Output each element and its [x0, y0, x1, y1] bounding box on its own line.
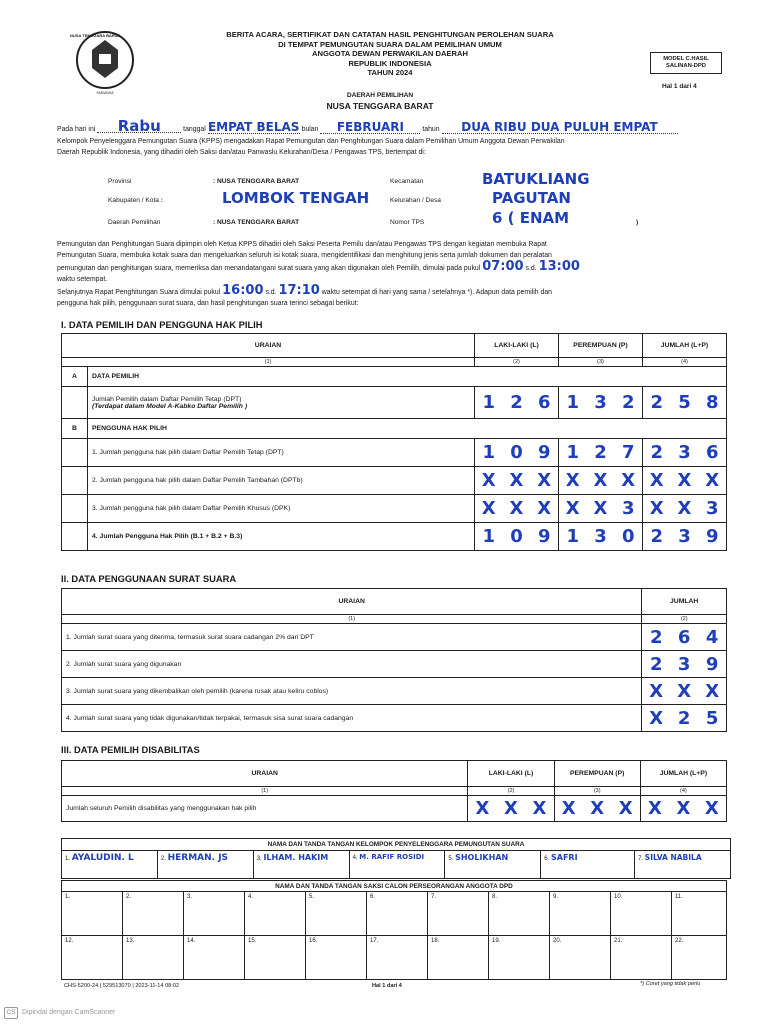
section3-col-j: JUMLAH (L+P): [640, 761, 726, 787]
region-block: [280, 92, 480, 111]
section1-b-rows-digits: 2: [587, 439, 615, 467]
intro-p1-c: bulan: [301, 126, 319, 133]
provinsi-label: [108, 178, 131, 185]
intro-p1-d: tahun: [422, 126, 440, 133]
section1-b-code: B: [62, 419, 88, 439]
document-title: [180, 30, 600, 78]
body2-line5-b: waktu setempat di hari yang sama / setelahnya *). Adapun data pemilih dan: [321, 289, 552, 296]
section1-b-rows-label: 3. Jumlah pengguna hak pilih dalam Daftar Pemilih Khusus (DPK): [88, 495, 475, 523]
section2-rows-digits: X: [642, 705, 670, 732]
section1-b-rows-digits: 0: [503, 523, 531, 551]
identity-dapil-label: Daerah Pemilihan: [108, 219, 161, 226]
section2-rows-digits: 4: [698, 624, 726, 651]
section1-b-rows-digits: 3: [587, 523, 615, 551]
body2-sd: s.d.: [525, 265, 537, 272]
count-end-time: 17:10: [278, 283, 320, 298]
section3-digits: X: [669, 796, 698, 822]
section1-b-rows-digits: X: [643, 495, 671, 523]
section1-b-title: PENGGUNA HAK PILIH: [88, 419, 727, 439]
identity-kabkota-label: Kabupaten / Kota: [108, 197, 159, 204]
section1-a-row-digits: 3: [587, 387, 615, 419]
signatures-kpps-no: 5.: [448, 856, 454, 862]
region-name: NUSA TENGGARA BARAT: [326, 101, 434, 111]
title-line: TAHUN 2024: [367, 68, 413, 78]
section1-a-row-digits: 2: [503, 387, 531, 419]
section3-digits: X: [554, 796, 583, 822]
section1-a-row-digits: 2: [643, 387, 671, 419]
section2-rows-digits: 9: [698, 651, 726, 678]
section2-rows-digits: 5: [698, 705, 726, 732]
signatures-saksi-row1: 6.: [367, 892, 428, 936]
signatures-saksi-row1: 11.: [672, 892, 727, 936]
ballot-row-3: [62, 678, 727, 705]
section1-a-row-note: (Terdapat dalam Model A-Kabko Daftar Pemilih ): [92, 402, 248, 410]
signatures-saksi-row2: 20.: [550, 936, 611, 980]
section1-b-rows-label: 4. Jumlah Pengguna Hak Pilih (B.1 + B.2 + B.3): [88, 523, 475, 551]
section1-b-rows-digits: 3: [615, 495, 643, 523]
kpu-logo: [72, 28, 138, 100]
kpps-signer: SHOLIKHAN: [455, 853, 509, 862]
kpps-signer: M. RAFIF ROSIDI: [359, 853, 425, 861]
section1-a-code: A: [62, 367, 88, 387]
kabkota-value: LOMBOK TENGAH: [222, 189, 370, 207]
b3-row: [62, 495, 727, 523]
section1-b-rows-digits: X: [559, 495, 587, 523]
b4-row: [62, 523, 727, 551]
section1-col-p: PEREMPUAN (P): [559, 334, 643, 358]
model-badge: [650, 52, 722, 74]
section1-b-rows-digits: 7: [615, 439, 643, 467]
signatures-kpps-no: 6.: [544, 856, 550, 862]
identity-provinsi-label: Provinsi: [108, 178, 132, 185]
intro-p1-a: Pada hari ini: [57, 126, 96, 133]
section3-title: III. DATA PEMILIH DISABILITAS: [61, 744, 200, 755]
section3-digits: X: [583, 796, 612, 822]
signatures-saksi-row2: 15.: [245, 936, 306, 980]
section2-col-uraian: URAIAN: [62, 589, 642, 615]
section2-title: II. DATA PENGGUNAAN SURAT SUARA: [61, 573, 237, 584]
desa-value: PAGUTAN: [492, 189, 571, 207]
identity-desa-label: Kelurahan / Desa: [390, 197, 441, 204]
signatures-saksi-row2: 19.: [489, 936, 550, 980]
body2-line5-a: Selanjutnya Rapat Penghitungan Suara dimulai pukul: [57, 289, 221, 296]
section3-n3: (3): [554, 787, 640, 796]
section1-b-rows-digits: 9: [699, 523, 727, 551]
identity-kecamatan-label: Kecamatan: [390, 178, 424, 185]
body2-line2: Pemungutan Suara, membuka kotak suara dan mengeluarkan seluruh isi kotak suara, mengidentifikasi dan menghitung jenis serta jumlah dokumen dan peralatan: [57, 252, 552, 259]
document-code: CHS-5200-24 | 529513070 | 2023-11-14 08:02: [64, 983, 180, 989]
signatures-saksi-row2: 13.: [123, 936, 184, 980]
scanner-watermark: Dipindai dengan CamScanner: [22, 1009, 116, 1016]
section1-b-rows-digits: X: [503, 495, 531, 523]
section2-rows-digits: 2: [642, 651, 670, 678]
section1-b-rows-digits: 3: [671, 439, 699, 467]
section3-digits: X: [698, 796, 727, 822]
section1-b-rows-digits: X: [531, 495, 559, 523]
signatures-saksi-title: NAMA DAN TANDA TANGAN SAKSI CALON PERSEORANGAN ANGGOTA DPD: [62, 881, 727, 892]
kpps-signer: SAFRI: [550, 853, 578, 862]
count-start-time: 16:00: [222, 283, 264, 298]
signatures-kpps-no: 4.: [352, 855, 358, 861]
section3-table: [61, 760, 727, 822]
section1-b-rows-digits: X: [587, 495, 615, 523]
signatures-saksi-row1: 7.: [428, 892, 489, 936]
region-label: DAERAH PEMILIHAN: [346, 92, 414, 99]
section1-b-rows-digits: 2: [643, 439, 671, 467]
section3-digits: X: [525, 796, 554, 822]
month-field: FEBRUARI: [320, 122, 420, 134]
title-line: DI TEMPAT PEMUNGUTAN SUARA DALAM PEMILIHAN UMUM: [278, 39, 502, 49]
section1-b-rows-digits: X: [671, 495, 699, 523]
body2-line6: pengguna hak pilih, penggunaan surat suara, dan hasil penghitungan suara terinci sebagai berikut:: [57, 300, 359, 307]
signatures-saksi-row2: 18.: [428, 936, 489, 980]
section2-rows-digits: 6: [670, 624, 698, 651]
section2-rows-label: 2. Jumlah surat suara yang digunakan: [62, 651, 642, 678]
section1-b-rows-digits: 1: [475, 439, 503, 467]
section1-col-j: JUMLAH (L+P): [643, 334, 727, 358]
section1-b-rows-digits: X: [699, 467, 727, 495]
signatures-kpps-title: NAMA DAN TANDA TANGAN KELOMPOK PENYELENGGARA PEMUNGUTAN SUARA: [62, 839, 731, 851]
section1-a-row-digits: 6: [531, 387, 559, 419]
body2-line1: Pemungutan dan Penghitungan Suara dipimpin oleh Ketua KPPS dihadiri oleh Saksi Peserta Pemilu dan/atau Pengawas TPS dengan kegiatan membuka Rapat: [57, 241, 547, 248]
kabkota-label: Kabupaten / Kota :: [108, 197, 163, 204]
kecamatan-label: [390, 178, 423, 185]
section3-col-p: PEREMPUAN (P): [554, 761, 640, 787]
section2-n1: (1): [62, 615, 642, 624]
signatures-saksi-row1: 10.: [611, 892, 672, 936]
dapil-value: : NUSA TENGGARA BARAT: [213, 219, 300, 226]
intro-p1-rest2: Daerah Republik Indonesia, yang dihadiri oleh Saksi dan/atau Panwaslu Kelurahan/Desa / Pengawas TPS, bertempat di:: [57, 149, 426, 156]
header-model-line1: MODEL C.HASIL: [663, 56, 709, 62]
section3-col-uraian: URAIAN: [62, 761, 468, 787]
dapil-label: [108, 219, 160, 226]
section1-b-rows-digits: X: [615, 467, 643, 495]
section1-b-rows-digits: 0: [503, 439, 531, 467]
signatures-kpps-no: 3.: [256, 856, 262, 862]
ballot-row-1: [62, 624, 727, 651]
signatures-saksi-row1: 9.: [550, 892, 611, 936]
section2-rows-digits: X: [670, 678, 698, 705]
section3-n4: (4): [640, 787, 726, 796]
b2-row: [62, 467, 727, 495]
page-indicator: Hal 1 dari 4: [662, 83, 697, 90]
section1-b-rows-digits: 3: [671, 523, 699, 551]
section1-b-rows-digits: 1: [559, 439, 587, 467]
kpps-signer: ILHAM. HAKIM: [263, 853, 329, 862]
intro-p1-rest1: Kelompok Penyelenggara Pemungutan Suara (KPPS) mengadakan Rapat Pemungutan dan Penghitungan Suara dalam Pemilihan Umum Anggota Dewan Perwakilan: [57, 138, 565, 145]
date-field: EMPAT BELAS: [207, 120, 300, 134]
section2-rows-digits: 2: [670, 705, 698, 732]
section1-b-rows-digits: 9: [531, 439, 559, 467]
section1-table: [61, 333, 727, 551]
signatures-saksi-row1: 8.: [489, 892, 550, 936]
section1-b-rows-digits: 3: [699, 495, 727, 523]
disability-row: [62, 796, 727, 822]
identity-tps-label: Nomor TPS: [390, 219, 425, 226]
section1-b-rows-digits: X: [643, 467, 671, 495]
signatures-saksi-row1: 5.: [306, 892, 367, 936]
section1-b-rows-digits: X: [531, 467, 559, 495]
section1-b-rows-digits: 0: [615, 523, 643, 551]
section1-a-row-digits: 5: [671, 387, 699, 419]
signatures-saksi-row2: 17.: [367, 936, 428, 980]
signatures-saksi-row2: 16.: [306, 936, 367, 980]
section1-a-row-digits: 1: [559, 387, 587, 419]
title-line: BERITA ACARA, SERTIFIKAT DAN CATATAN HASIL PENGHITUNGAN PEROLEHAN SUARA: [226, 30, 554, 39]
section1-n4: (4): [643, 358, 727, 367]
footnote: *) Coret yang tidak perlu: [640, 981, 701, 987]
page-footer: Hal 1 dari 4: [372, 983, 402, 989]
section1-b-rows-digits: X: [559, 467, 587, 495]
section1-b-rows-digits: X: [671, 467, 699, 495]
section3-n2: (2): [468, 787, 554, 796]
section1-n3: (3): [559, 358, 643, 367]
section2-table: [61, 588, 727, 732]
kpps-signer: AYALUDIN. L: [71, 853, 134, 863]
section1-title: I. DATA PEMILIH DAN PENGGUNA HAK PILIH: [61, 319, 263, 330]
session-paragraph: [57, 239, 737, 309]
section1-b-rows-digits: 6: [699, 439, 727, 467]
saksi-signature-table: [61, 880, 727, 980]
signatures-saksi-row2: 14.: [184, 936, 245, 980]
section1-a-row-digits: 8: [699, 387, 727, 419]
kpps-signer: HERMAN. JS: [167, 853, 229, 863]
intro-p1-b: tanggal: [183, 126, 206, 133]
signatures-saksi-row2: 21.: [611, 936, 672, 980]
b1-row: [62, 439, 727, 467]
signatures-kpps-no: 7.: [638, 856, 644, 862]
signatures-kpps-no: 2.: [160, 856, 166, 862]
start-time: 07:00: [482, 259, 524, 274]
kecamatan-value: BATUKLIANG: [482, 170, 590, 188]
section1-b-rows-digits: 2: [643, 523, 671, 551]
body2-line4: waktu setempat.: [57, 276, 108, 283]
day-field: Rabu: [97, 121, 181, 133]
section1-n2: (2): [475, 358, 559, 367]
section2-rows-label: 4. Jumlah surat suara yang tidak digunakan/tidak terpakai, termasuk sisa surat suara cadangan: [62, 705, 642, 732]
section3-digits: X: [640, 796, 669, 822]
section3-digits: X: [468, 796, 497, 822]
logo-text: NUSA TENGGARA BARAT: [70, 33, 120, 38]
section3-digits: X: [497, 796, 526, 822]
kpps-signature-table: [61, 838, 731, 879]
section1-b-rows-label: 1. Jumlah pengguna hak pilih dalam Daftar Pemilih Tetap (DPT): [88, 439, 475, 467]
section3-n1: (1): [62, 787, 468, 796]
section2-rows-label: 1. Jumlah surat suara yang diterima, termasuk surat suara cadangan 2% dari DPT: [62, 624, 642, 651]
section1-b-rows-digits: X: [503, 467, 531, 495]
signatures-saksi-row1: 4.: [245, 892, 306, 936]
section1-col-l: LAKI-LAKI (L): [475, 334, 559, 358]
section3-col-l: LAKI-LAKI (L): [468, 761, 554, 787]
body2-count-sd: s.d.: [265, 289, 277, 296]
section3-row-label: Jumlah seluruh Pemilih disabilitas yang menggunakan hak pilih: [62, 796, 468, 822]
section2-n2: (2): [642, 615, 727, 624]
section2-rows-digits: X: [642, 678, 670, 705]
section2-rows-label: 3. Jumlah surat suara yang dikembalikan oleh pemilih (karena rusak atau keliru coblos): [62, 678, 642, 705]
section2-col-j: JUMLAH: [642, 589, 727, 615]
section1-n1: (1): [62, 358, 475, 367]
signatures-saksi-row2: 12.: [62, 936, 123, 980]
dpt-row: [62, 387, 727, 419]
provinsi-value: : NUSA TENGGARA BARAT: [213, 178, 300, 185]
section1-a-row-digits: 2: [615, 387, 643, 419]
signatures-saksi-row1: 3.: [184, 892, 245, 936]
intro-paragraph: [57, 117, 737, 158]
ballot-row-4: [62, 705, 727, 732]
tps-label: [390, 219, 424, 226]
section1-b-rows-digits: X: [475, 467, 503, 495]
logo-sub: SMBAWA: [96, 90, 114, 95]
section1-col-uraian: URAIAN: [62, 334, 475, 358]
title-line: REPUBLIK INDONESIA: [348, 58, 432, 68]
ballot-row-2: [62, 651, 727, 678]
section1-b-rows-digits: 1: [475, 523, 503, 551]
section1-b-rows-label: 2. Jumlah pengguna hak pilih dalam Daftar Pemilih Tambahan (DPTb): [88, 467, 475, 495]
section3-digits: X: [612, 796, 641, 822]
header-model-line2: SALINAN-DPD: [666, 63, 706, 69]
section2-rows-digits: X: [698, 678, 726, 705]
section1-b-rows-digits: X: [475, 495, 503, 523]
signatures-saksi-row1: 2.: [123, 892, 184, 936]
section2-rows-digits: 2: [642, 624, 670, 651]
section1-a-title: DATA PEMILIH: [88, 367, 727, 387]
title-line: ANGGOTA DEWAN PERWAKILAN DAERAH: [312, 49, 468, 59]
tps-close: ): [636, 219, 639, 226]
section1-b-rows-digits: 1: [559, 523, 587, 551]
signatures-kpps-no: 1.: [65, 856, 71, 862]
section1-b-rows-digits: 9: [531, 523, 559, 551]
desa-label: [390, 197, 441, 204]
signatures-saksi-row2: 22.: [672, 936, 727, 980]
section1-b-rows-digits: X: [587, 467, 615, 495]
end-time: 13:00: [538, 259, 580, 274]
signatures-saksi-row1: 1.: [62, 892, 123, 936]
section1-a-row-label: Jumlah Pemilih dalam Daftar Pemilih Tetap (DPT): [92, 395, 242, 403]
section1-a-row-digits: 1: [475, 387, 503, 419]
camscanner-icon: CS: [4, 1007, 18, 1019]
section2-rows-digits: 3: [670, 651, 698, 678]
tps-value: 6 ( ENAM: [492, 209, 570, 227]
kpps-signer: SILVA NABILA: [644, 853, 702, 862]
year-field: DUA RIBU DUA PULUH EMPAT: [442, 122, 678, 134]
body2-line3: pemungutan dan penghitungan suara, memeriksa dan menandatangani surat suara yang akan digunakan oleh Pemilih, dimulai pada pukul: [57, 265, 481, 272]
